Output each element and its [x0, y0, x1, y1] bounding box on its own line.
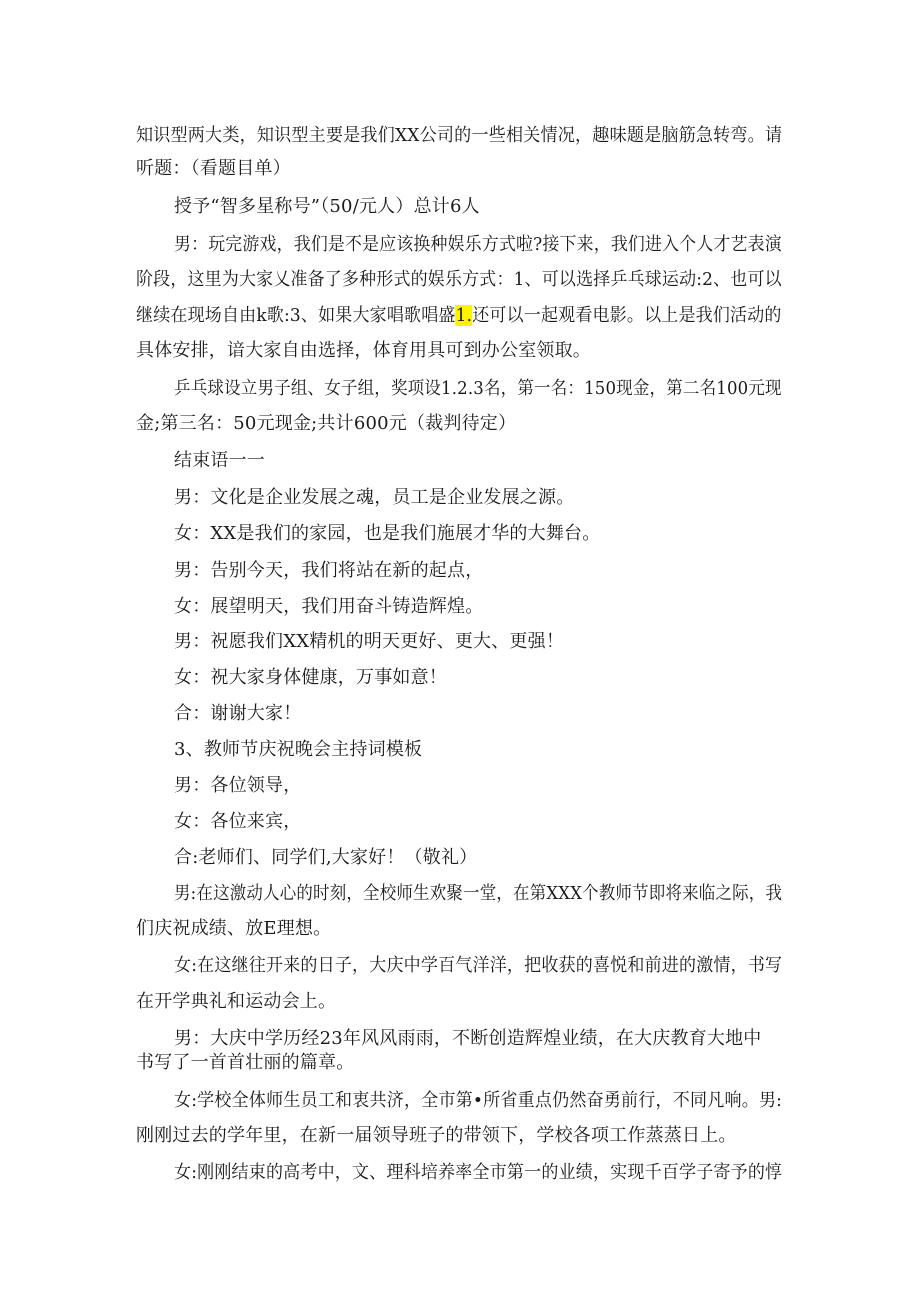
- text-line: 合：谢谢大家！: [174, 703, 302, 724]
- text-line: 男：各位领导，: [174, 775, 302, 796]
- text-line: 授予“智多星称号”（50/元人）总计6人: [174, 196, 480, 217]
- text-line: 女:学校全体师生员工和衷共济，全市第•所省重点仍然奋勇前行，不同凡响。男:: [174, 1090, 783, 1111]
- text-line: 女:刚刚结束的高考中，文、理科培养率全市第一的业绩，实现千百学子寄予的惇: [174, 1162, 783, 1183]
- text-line: 女:在这继往开来的日子，大庆中学百气洋洋，把收获的喜悦和前进的激情，书写: [174, 955, 783, 976]
- text-line: 合:老师们、同学们,大家好！（敬礼）: [174, 847, 478, 868]
- highlighted-text: 1.: [455, 305, 473, 326]
- text-line: 3、教师节庆祝晚会主持词模板: [174, 739, 423, 760]
- text-line: 女：各位来宾，: [174, 811, 302, 832]
- text-line: 书写了一首首壮丽的篇章。: [136, 1052, 355, 1073]
- text-segment: 继续在现场自由k歌:3、如果大家唱歌唱盛: [136, 305, 456, 326]
- text-line: 乒乓球设立男子组、女子组，奖项设1.2.3名，第一名：150现金，第二名100元现: [174, 378, 782, 399]
- text-line: 具体安排，谙大家自由选择，体育用具可到办公室领取。: [136, 340, 591, 361]
- text-line: 知识型两大类，知识型主要是我们XX公司的一些相关情况，趣味题是脑筋急转弯。请: [136, 125, 783, 146]
- text-line: 男：祝愿我们XX精机的明天更好、更大、更强！: [174, 631, 565, 652]
- text-line: 刚刚过去的学年里，在新一届领导班子的带领下，学校各项工作蒸蒸日上。: [136, 1125, 737, 1146]
- text-line: 女：XX是我们的家园，也是我们施展才华的大舞台。: [174, 523, 601, 544]
- text-line: 听题：（看题目单）: [136, 158, 291, 179]
- text-line: 阶段，这里为大家乂准备了多种形式的娱乐方式：1、可以选择乒乓球运动:2、也可以: [136, 269, 782, 290]
- text-line: 男:在这激动人心的时刻，全校师生欢聚一堂，在第XXX个教师节即将来临之际，我: [174, 883, 783, 904]
- text-line: 结束语一一: [174, 450, 265, 471]
- text-line: 金;第三名：50元现金;共计600元（裁判待定）: [136, 413, 517, 434]
- text-line: 在开学典礼和运动会上。: [136, 991, 337, 1012]
- text-line: 女：展望明天，我们用奋斗铸造辉煌。: [174, 596, 484, 617]
- text-line: 男：玩完游戏，我们是不是应该换种娱乐方式啦?接下来，我们进入个人才艺表演: [174, 234, 782, 255]
- text-line: 男：文化是企业发展之魂，员工是企业发展之源。: [174, 487, 575, 508]
- text-line: 男：告别今天，我们将站在新的起点，: [174, 560, 484, 581]
- text-line: 男：大庆中学历经23年风风雨雨，不断创造辉煌业绩，在大庆教育大地中: [174, 1028, 762, 1049]
- text-line: 们庆祝成绩、放E理想。: [136, 918, 332, 939]
- text-line: [136, 298, 782, 334]
- text-segment: 还可以一起观看电影。以上是我们活动的: [472, 305, 782, 326]
- text-line: 女：祝大家身体健康，万事如意！: [174, 667, 447, 688]
